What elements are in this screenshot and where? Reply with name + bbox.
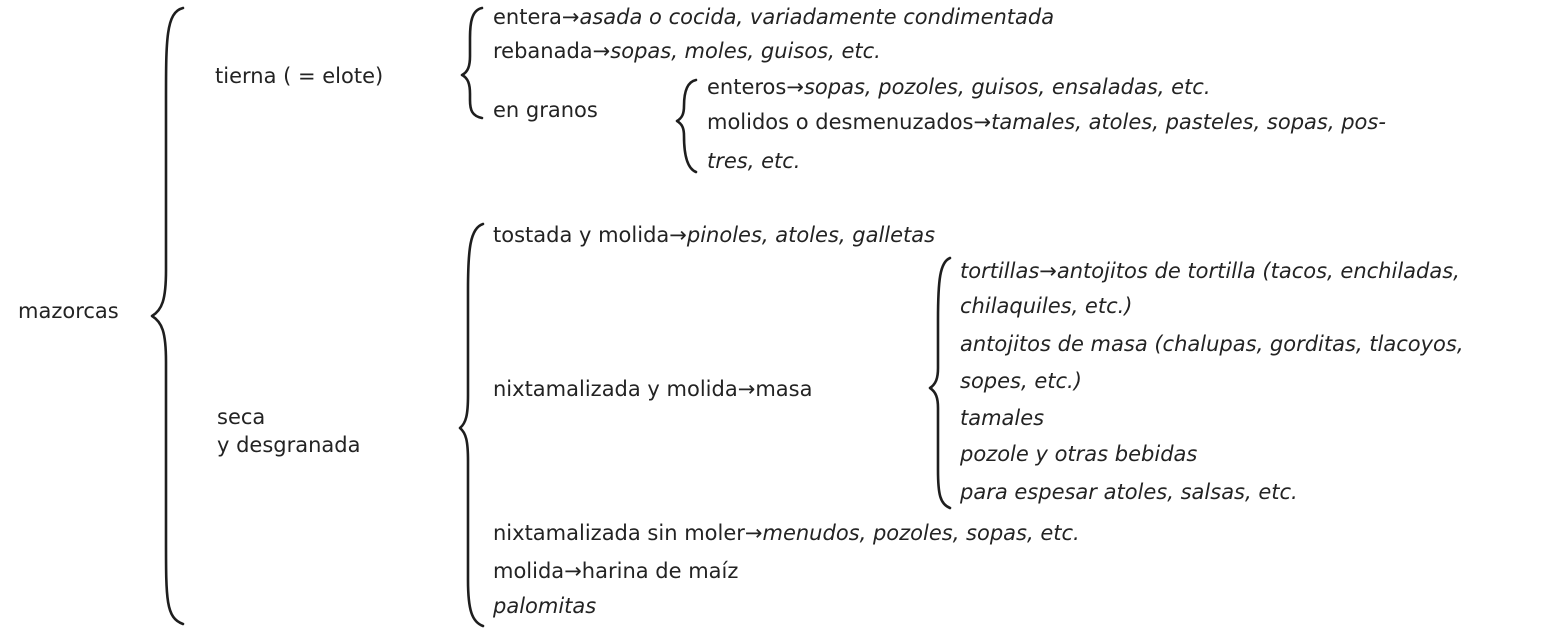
arrow-icon: → — [669, 223, 687, 247]
nixtamalizada-row — [493, 376, 812, 402]
seca-brace — [460, 224, 483, 626]
root-brace — [152, 8, 183, 624]
arrow-icon: → — [786, 75, 804, 99]
tostada-uses: pinoles, atoles, galletas — [686, 223, 936, 247]
masa-item: chilaquiles, etc.) — [960, 294, 1133, 318]
molidos-uses: tamales, atoles, pasteles, sopas, pos- — [991, 110, 1386, 134]
sin-moler-term: nixtamalizada sin moler — [493, 521, 745, 545]
sin-moler-uses: menudos, pozoles, sopas, etc. — [762, 521, 1080, 545]
molidos-row — [707, 109, 1386, 135]
molida-result: harina de maíz — [581, 559, 739, 583]
enteros-uses: sopas, pozoles, guisos, ensaladas, etc. — [803, 75, 1211, 99]
tierna-label: tierna ( = elote) — [215, 64, 384, 88]
seca-label-line2: y desgranada — [217, 433, 361, 457]
masa-item: tamales — [960, 406, 1045, 430]
tortillas-row — [960, 258, 1460, 284]
molida-row — [493, 558, 738, 584]
tostada-term: tostada y molida — [493, 223, 670, 247]
tierna-brace — [462, 8, 482, 118]
entera-uses: asada o cocida, variadamente condimentada — [579, 5, 1055, 29]
tostada-row — [493, 222, 935, 248]
nixtamal-brace — [930, 258, 950, 508]
entera-row — [493, 4, 1054, 30]
masa-item: sopes, etc.) — [960, 369, 1082, 393]
arrow-icon: → — [744, 521, 763, 545]
molidos-uses-continued: tres, etc. — [707, 149, 801, 173]
masa-item: pozole y otras bebidas — [960, 442, 1198, 466]
seca-label-line1: seca — [217, 405, 266, 429]
masa-item: antojitos de masa (chalupas, gorditas, tlacoyos, — [960, 332, 1464, 356]
rebanada-row — [493, 38, 881, 64]
masa-item: antojitos de tortilla (tacos, enchiladas, — [1056, 259, 1460, 283]
tortillas-term: tortillas — [960, 259, 1040, 283]
arrow-icon: → — [737, 377, 756, 401]
nixtamalizada-term: nixtamalizada y molida — [493, 377, 738, 401]
rebanada-uses: sopas, moles, guisos, etc. — [610, 39, 881, 63]
granos-brace — [677, 80, 696, 172]
enteros-row — [707, 74, 1211, 100]
rebanada-term: rebanada — [493, 39, 593, 63]
root-label: mazorcas — [18, 299, 119, 323]
sin-moler-row — [493, 520, 1080, 546]
arrow-icon: → — [564, 559, 582, 583]
arrow-icon: → — [973, 110, 992, 134]
palomitas-label: palomitas — [493, 594, 597, 618]
enteros-term: enteros — [707, 75, 787, 99]
arrow-icon: → — [592, 39, 611, 63]
arrow-icon: → — [561, 5, 580, 29]
masa-item: para espesar atoles, salsas, etc. — [960, 480, 1298, 504]
molidos-term: molidos o desmenuzados — [707, 110, 974, 134]
molida-term: molida — [493, 559, 565, 583]
entera-term: entera — [493, 5, 562, 29]
nixtamalizada-result: masa — [755, 377, 813, 401]
granos-label: en granos — [493, 98, 598, 122]
arrow-icon: → — [1039, 259, 1057, 283]
